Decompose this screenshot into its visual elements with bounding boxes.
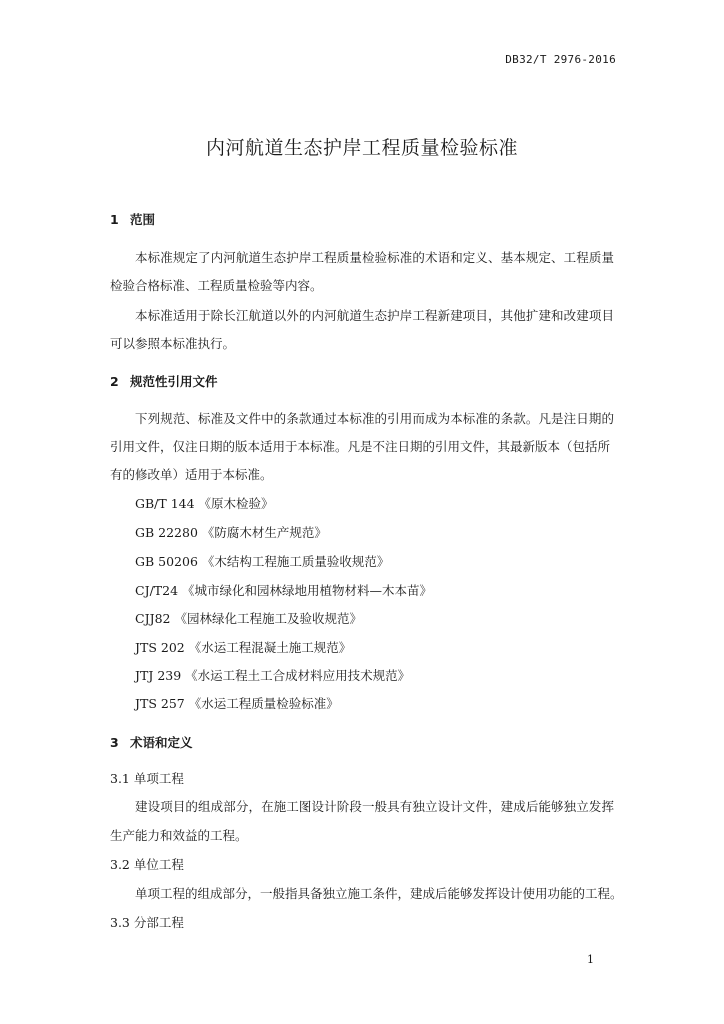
reference-item: GB 50206 《木结构工程施工质量验收规范》	[135, 554, 390, 569]
page-number: 1	[587, 953, 594, 966]
section-number: 3	[110, 735, 119, 750]
paragraph-line: 本标准适用于除长江航道以外的内河航道生态护岸工程新建项目，其他扩建和改建项目	[135, 308, 614, 323]
section-heading-1	[110, 210, 155, 228]
reference-item: JTJ 239 《水运工程土工合成材料应用技术规范》	[135, 668, 411, 683]
paragraph-line: 单项工程的组成部分，一般指具备独立施工条件，建成后能够发挥设计使用功能的工程。	[135, 886, 623, 901]
reference-item: CJJ82 《园林绿化工程施工及验收规范》	[135, 611, 362, 626]
term-title: 3.2 单位工程	[110, 857, 184, 872]
reference-item: CJ/T24 《城市绿化和园林绿地用植物材料—木本苗》	[135, 583, 433, 598]
section-number: 1	[110, 212, 119, 227]
reference-item: JTS 257 《水运工程质量检验标准》	[135, 696, 339, 711]
paragraph-line: 生产能力和效益的工程。	[110, 828, 248, 843]
section-title: 术语和定义	[130, 735, 193, 750]
section-heading-3	[110, 733, 193, 751]
paragraph-line: 建设项目的组成部分，在施工图设计阶段一般具有独立设计文件，建成后能够独立发挥	[135, 799, 614, 814]
section-heading-2	[110, 372, 218, 390]
section-title: 规范性引用文件	[130, 374, 218, 389]
term-title: 3.3 分部工程	[110, 915, 184, 930]
reference-item: GB/T 144 《原木检验》	[135, 496, 274, 511]
section-number: 2	[110, 374, 119, 389]
paragraph-line: 引用文件，仅注日期的版本适用于本标准。凡是不注日期的引用文件，其最新版本（包括所	[110, 439, 611, 454]
paragraph-line: 下列规范、标准及文件中的条款通过本标准的引用而成为本标准的条款。凡是注日期的	[135, 411, 614, 426]
paragraph-line: 本标准规定了内河航道生态护岸工程质量检验标准的术语和定义、基本规定、工程质量	[135, 250, 614, 265]
paragraph-line: 可以参照本标准执行。	[110, 336, 236, 351]
document-title: 内河航道生态护岸工程质量检验标准	[205, 137, 518, 159]
paragraph-line: 有的修改单）适用于本标准。	[110, 467, 273, 482]
section-title: 范围	[130, 212, 156, 227]
term-title: 3.1 单项工程	[110, 771, 184, 786]
standard-code: DB32/T 2976-2016	[505, 53, 616, 66]
reference-item: GB 22280 《防腐木材生产规范》	[135, 525, 327, 540]
paragraph-line: 检验合格标准、工程质量检验等内容。	[110, 278, 323, 293]
reference-item: JTS 202 《水运工程混凝土施工规范》	[135, 640, 352, 655]
